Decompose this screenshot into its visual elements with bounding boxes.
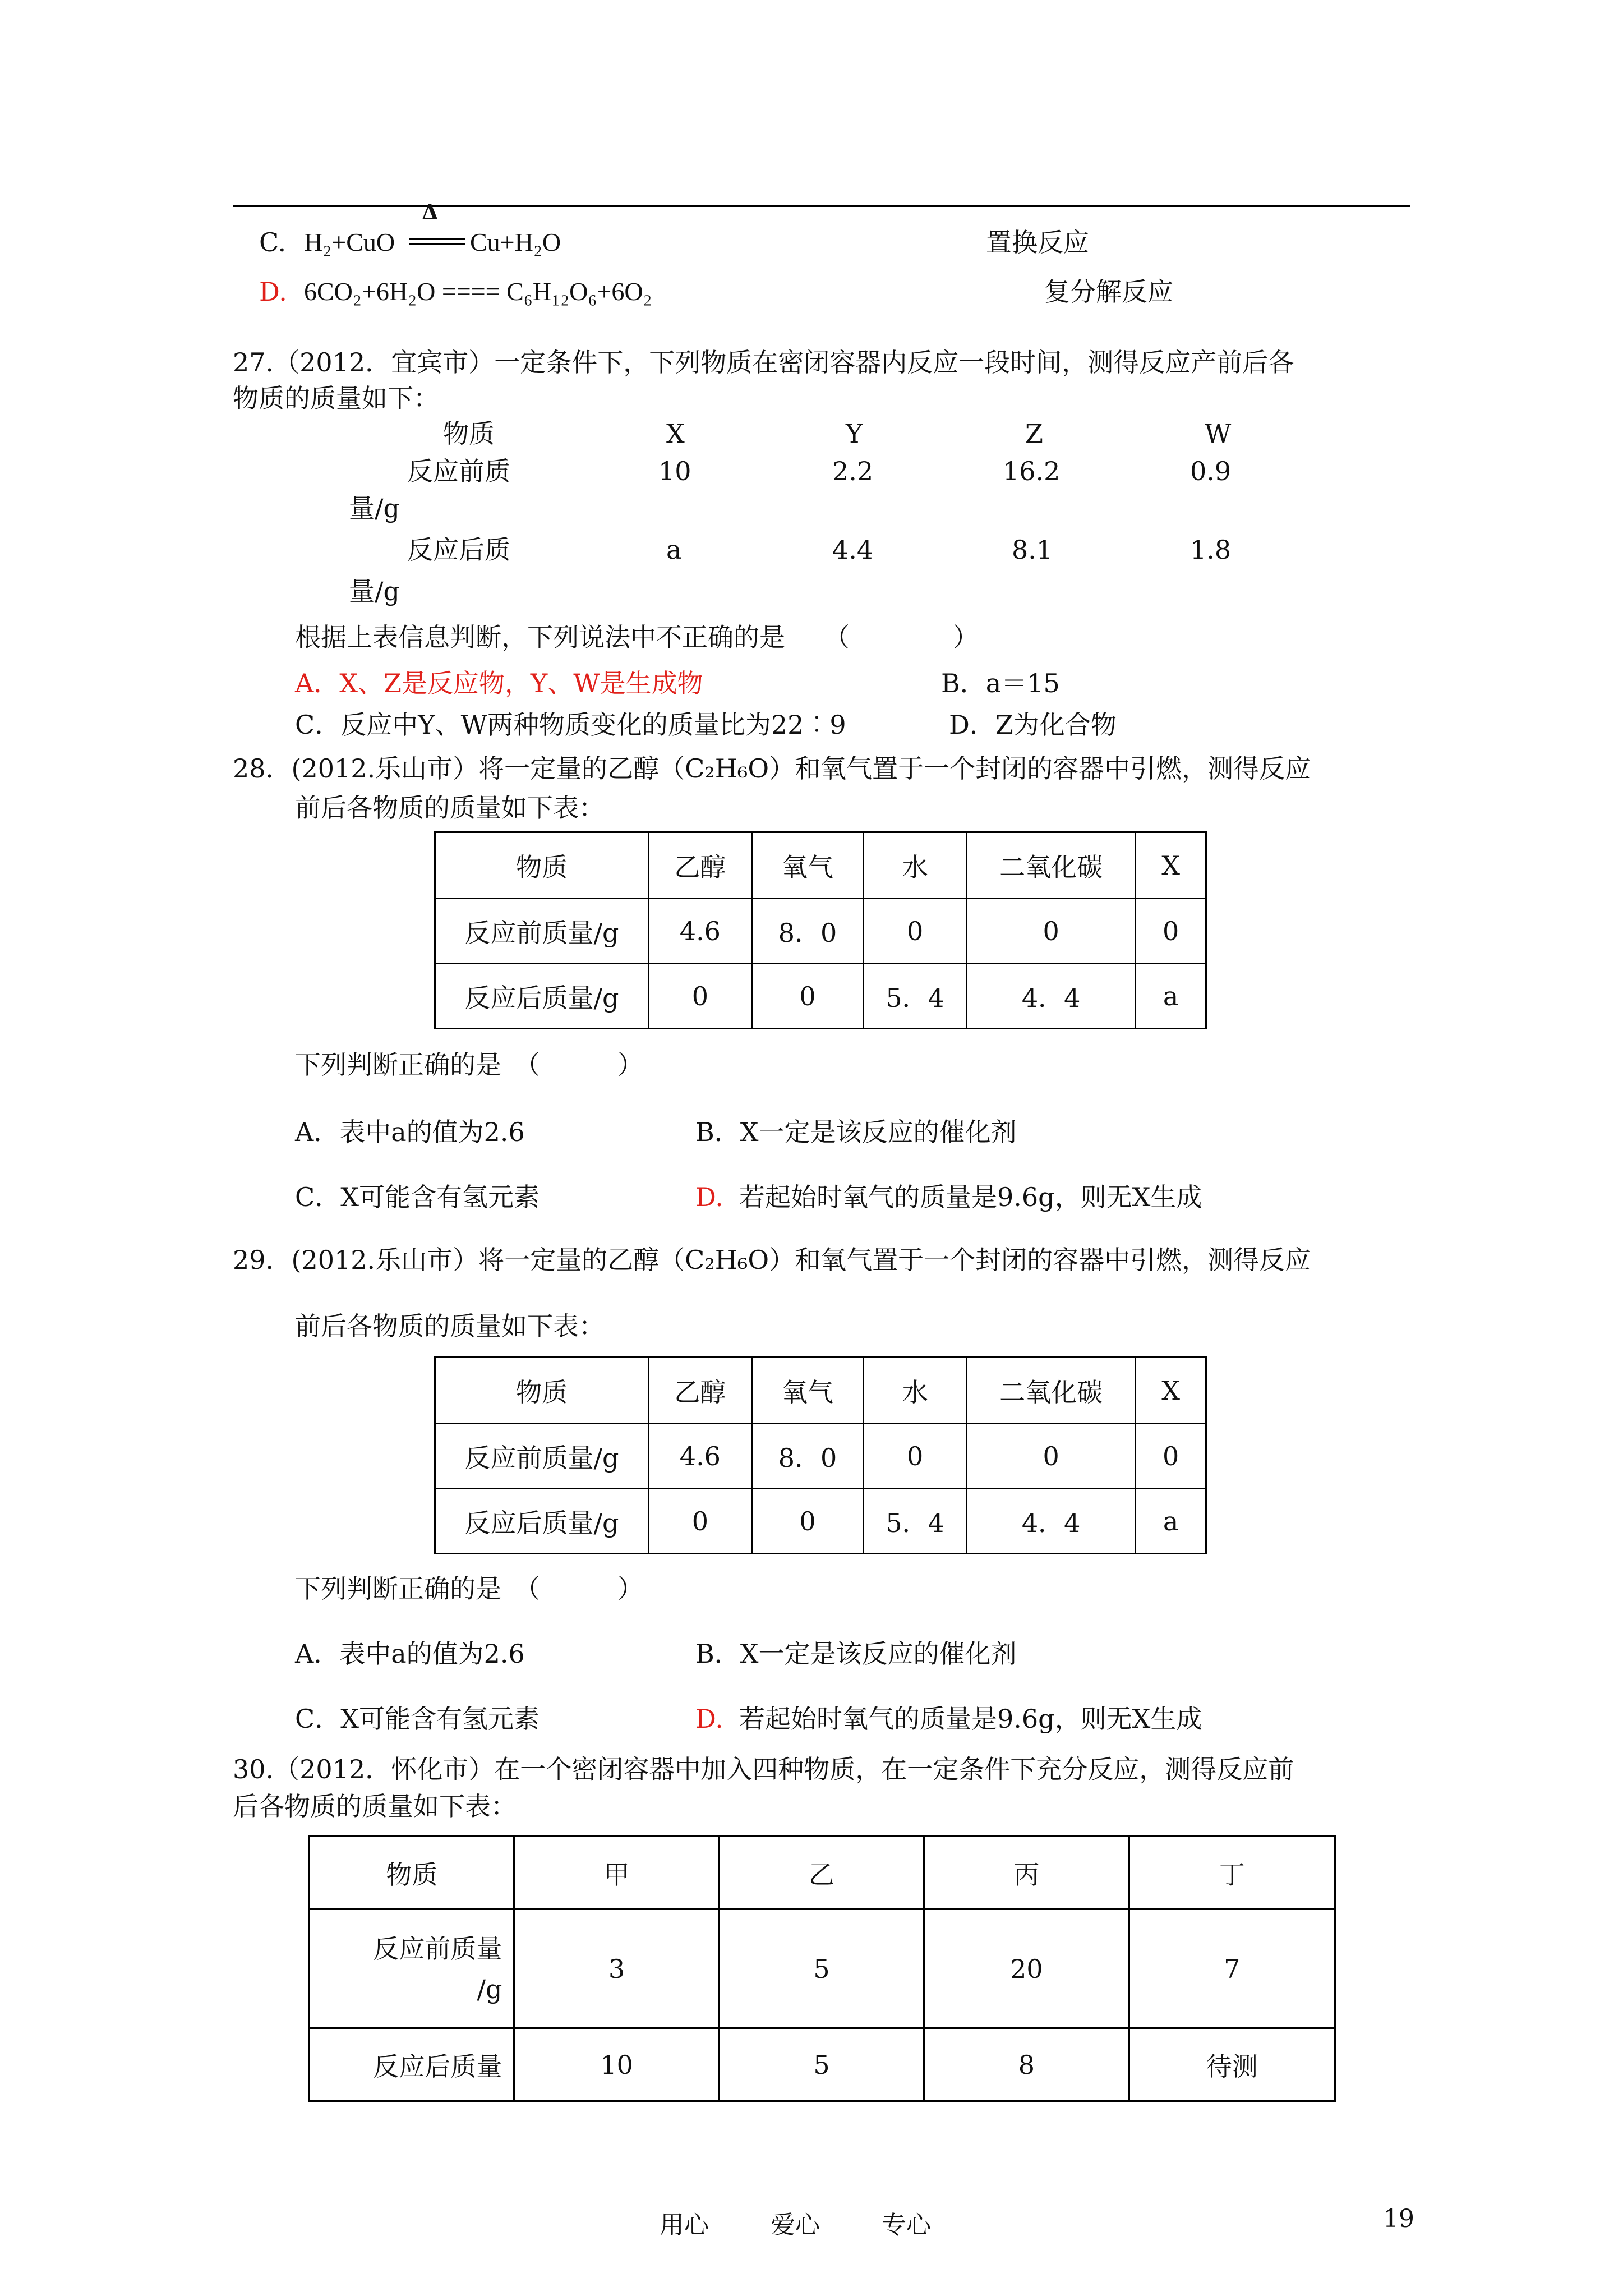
q30-r1-bing: 20 [924,1910,1129,2028]
q28-option-d: 若起始时氧气的质量是9.6g，则无X生成 [739,1182,1202,1212]
q29-option-b: B．X一定是该反应的催化剂 [695,1639,1017,1669]
equation-sign-top [409,238,465,240]
q29-header-x: X [1136,1358,1206,1424]
q28-question: 下列判断正确的是 （ ） [295,1050,643,1080]
heat-condition: Δ [422,199,439,224]
q30-r1-label [310,1910,514,2028]
q30-r1-label-b: /g [477,1973,502,2004]
q28-r2-label: 反应后质量/g [435,964,649,1029]
q30-table [308,1835,1336,2102]
q29-stem-line2: 前后各物质的质量如下表： [295,1311,605,1341]
q29-r1-water: 0 [864,1424,967,1489]
q27-header-w: W [1205,418,1232,449]
equation-d: 6CO₂+6H₂O ==== C₆H₁₂O₆+6O₂ [304,277,652,306]
q28-header-x: X [1136,832,1206,899]
q27-header-y: Y [846,418,863,449]
q27-row2-unit: 量/g [349,576,400,606]
q29-r2-oxygen: 0 [751,1489,864,1554]
q28-header-ethanol: 乙醇 [649,832,752,899]
q28-table [434,831,1207,1029]
q29-header-co2: 二氧化碳 [966,1358,1135,1424]
q27-header-z: Z [1025,418,1043,449]
q28-option-c: C．X可能含有氢元素 [295,1182,540,1212]
q29-stem-line1: 29．(2012.乐山市）将一定量的乙醇（C₂H₆O）和氧气置于一个封闭的容器中引燃，测得反应 [233,1245,1311,1275]
q30-r2-yi: 5 [719,2028,924,2101]
q29-header-oxygen: 氧气 [751,1358,864,1424]
q27-question: 根据上表信息判断，下列说法中不正确的是 （ ） [295,622,979,652]
q29-r1-oxygen: 8．0 [751,1424,864,1489]
q28-r2-co2: 4．4 [966,964,1135,1029]
table-row [435,964,1206,1029]
equation-c-type: 置换反应 [986,227,1089,257]
q29-r2-x: a [1136,1489,1206,1554]
q29-r2-label: 反应后质量/g [435,1489,649,1554]
q30-r1-ding: 7 [1129,1910,1335,2028]
q28-stem-line1: 28．(2012.乐山市）将一定量的乙醇（C₂H₆O）和氧气置于一个封闭的容器中引燃，测得反应 [233,753,1311,784]
q29-option-d: 若起始时氧气的质量是9.6g，则无X生成 [739,1704,1202,1734]
q27-option-d: D．Z为化合物 [949,710,1117,740]
q30-r2-jia: 10 [514,2028,719,2101]
q28-r2-ethanol: 0 [649,964,752,1029]
q29-header-water: 水 [864,1358,967,1424]
equation-c-reactants: H₂+CuO [304,228,395,256]
q29-header-ethanol: 乙醇 [649,1358,752,1424]
q30-header-yi: 乙 [719,1837,924,1910]
q28-option-a: A．表中a的值为2.6 [295,1117,525,1147]
q28-r1-water: 0 [864,899,967,964]
q29-r1-ethanol: 4.6 [649,1424,752,1489]
table-row [310,2028,1335,2101]
q30-header-row [310,1837,1335,1910]
q29-r2-ethanol: 0 [649,1489,752,1554]
q29-r1-label: 反应前质量/g [435,1424,649,1489]
q28-r2-x: a [1136,964,1206,1029]
q29-option-c: C．X可能含有氢元素 [295,1704,540,1734]
q27-row2-w: 1.8 [1190,535,1232,565]
q28-option-d-label: D. [695,1182,723,1212]
q28-r2-water: 5．4 [864,964,967,1029]
q28-option-b: B．X一定是该反应的催化剂 [695,1117,1017,1147]
equation-c-products: Cu+H₂O [470,228,561,256]
q29-r1-x: 0 [1136,1424,1206,1489]
option-d-label: D. [259,277,287,307]
q27-row1-unit: 量/g [349,493,400,523]
footer-left: 用心 [660,2211,709,2239]
q28-header-oxygen: 氧气 [751,832,864,899]
q28-r1-x: 0 [1136,899,1206,964]
q29-r1-co2: 0 [966,1424,1135,1489]
footer-right: 专心 [882,2211,931,2239]
q30-header-jia: 甲 [514,1837,719,1910]
q28-header-water: 水 [864,832,967,899]
q27-row1-z: 16.2 [1003,456,1061,486]
option-c-label: C. [259,227,287,257]
q27-option-a: A．X、Z是反应物，Y、W是生成物 [295,668,703,698]
q28-header-substance: 物质 [435,832,649,899]
q30-r2-bing: 8 [924,2028,1129,2101]
q29-r2-co2: 4．4 [966,1489,1135,1554]
q27-row1-label: 反应前质 [407,456,510,486]
q29-question: 下列判断正确的是 （ ） [295,1573,643,1604]
q30-r1-yi: 5 [719,1910,924,2028]
q30-stem-line1: 30.（2012．怀化市）在一个密闭容器中加入四种物质，在一定条件下充分反应，测得反应前 [233,1754,1294,1784]
q27-row1-x: 10 [658,456,691,486]
q27-row2-label: 反应后质 [407,535,510,565]
q27-row1-y: 2.2 [832,456,874,486]
q30-header-ding: 丁 [1129,1837,1335,1910]
q27-row2-z: 8.1 [1012,535,1053,565]
q29-option-a: A．表中a的值为2.6 [295,1639,525,1669]
q30-r2-ding: 待测 [1129,2028,1335,2101]
q27-stem-line2: 物质的质量如下： [233,383,439,413]
q27-row2-x: a [666,535,682,565]
table-row [435,1489,1206,1554]
q28-r1-ethanol: 4.6 [649,899,752,964]
q30-r1-label-a: 反应前质量 [373,1933,502,1964]
q28-r1-co2: 0 [966,899,1135,964]
q28-header-co2: 二氧化碳 [966,832,1135,899]
q27-option-c: C．反应中Y、W两种物质变化的质量比为22︰9 [295,710,846,740]
q28-r1-label: 反应前质量/g [435,899,649,964]
q30-header-substance: 物质 [310,1837,514,1910]
q30-stem-line2: 后各物质的质量如下表： [233,1791,517,1821]
q29-header-substance: 物质 [435,1358,649,1424]
q27-option-b: B．a＝15 [941,668,1060,698]
q29-header-row [435,1358,1206,1424]
q30-r1-jia: 3 [514,1910,719,2028]
page-number: 19 [1383,2205,1414,2233]
q27-row2-y: 4.4 [832,535,874,565]
q30-header-bing: 丙 [924,1837,1129,1910]
q29-option-d-label: D. [695,1704,723,1734]
q28-r1-oxygen: 8．0 [751,899,864,964]
table-row [435,899,1206,964]
q27-header-substance: 物质 [443,418,495,449]
q28-stem-line2: 前后各物质的质量如下表： [295,793,605,823]
q28-r2-oxygen: 0 [751,964,864,1029]
footer-mid: 爱心 [771,2211,820,2239]
equation-d-type: 复分解反应 [1044,277,1173,307]
q27-row1-w: 0.9 [1190,456,1232,486]
q28-header-row [435,832,1206,899]
q29-table [434,1356,1207,1554]
q27-stem-line1: 27.（2012．宜宾市）一定条件下，下列物质在密闭容器内反应一段时间，测得反应产前后各 [233,347,1294,378]
q29-r2-water: 5．4 [864,1489,967,1554]
q30-r2-label: 反应后质量 [310,2028,514,2101]
table-row [310,1910,1335,2028]
q27-header-x: X [666,418,685,449]
header-rule [233,205,1410,207]
table-row [435,1424,1206,1489]
equation-sign-bottom [409,243,465,245]
